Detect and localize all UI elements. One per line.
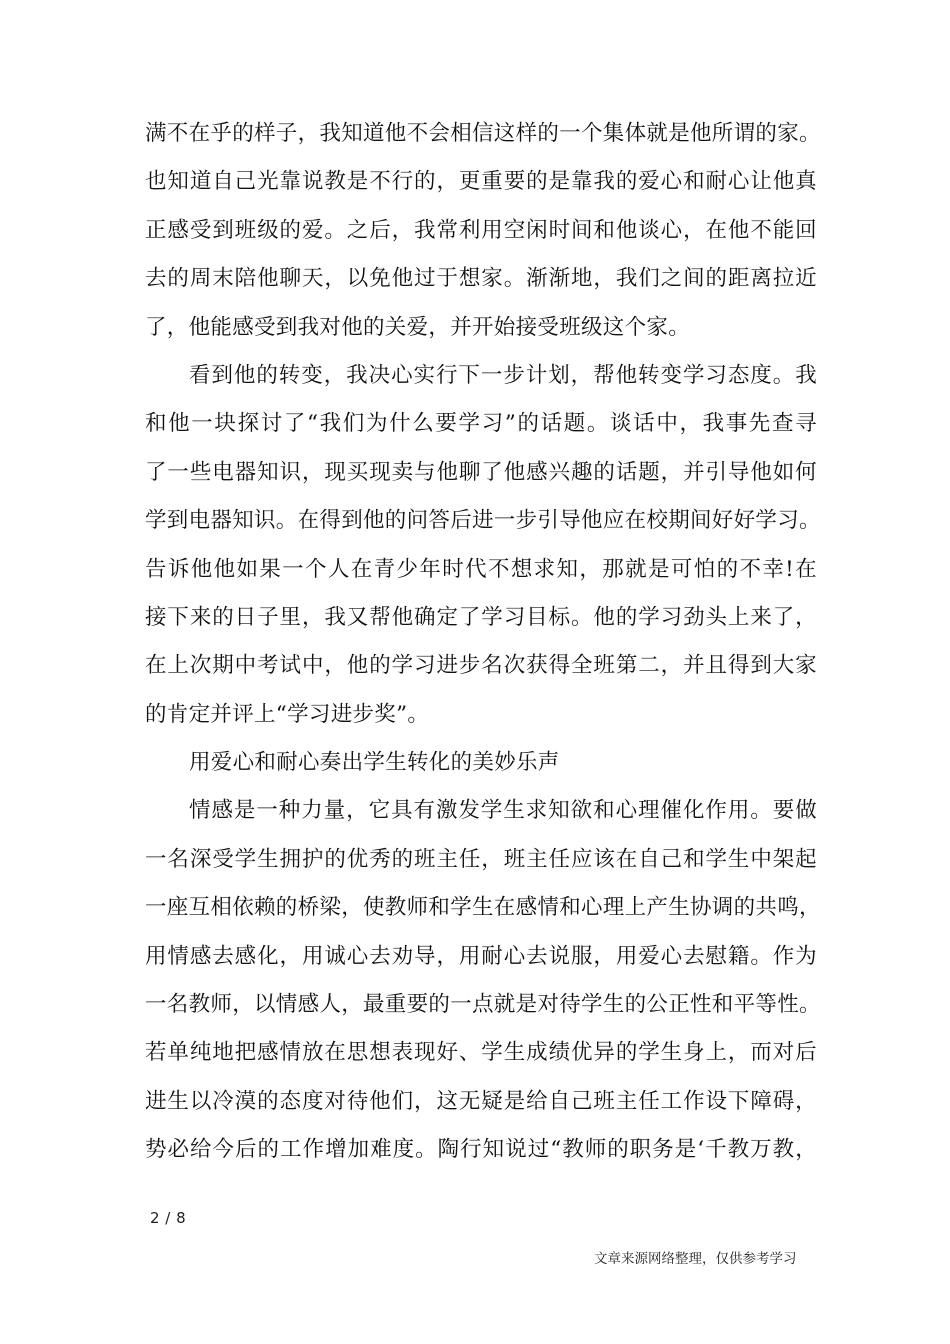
paragraph-2 <box>145 352 821 739</box>
document-body <box>145 110 821 1175</box>
footer-note: 文章来源网络整理，仅供参考学习 <box>594 1251 797 1267</box>
text-line: 也知道自己光靠说教是不行的，更重要的是靠我的爱心和耐心让他真 <box>145 169 817 195</box>
text-line: 接下来的日子里，我又帮他确定了学习目标。他的学习劲头上来了， <box>145 604 817 630</box>
page-number: 2 / 8 <box>150 1209 187 1227</box>
section-heading <box>145 739 817 787</box>
text-line: 一名深受学生拥护的优秀的班主任，班主任应该在自己和学生中架起 <box>145 846 817 872</box>
text-line: 在上次期中考试中，他的学习进步名次获得全班第二，并且得到大家 <box>145 653 817 679</box>
text-line: 了，他能感受到我对他的关爱，并开始接受班级这个家。 <box>145 314 691 340</box>
paragraph-1 <box>145 110 821 352</box>
text-line: 告诉他他如果一个人在青少年时代不想求知，那就是可怕的不幸!在 <box>145 556 817 582</box>
text-line: 去的周末陪他聊天，以免他过于想家。渐渐地，我们之间的距离拉近 <box>145 266 817 292</box>
text-line: 一座互相依赖的桥梁，使教师和学生在感情和心理上产生协调的共鸣， <box>145 895 821 921</box>
text-line: 势必给今后的工作增加难度。陶行知说过“教师的职务是‘千教万教， <box>145 1137 817 1163</box>
text-line: 正感受到班级的爱。之后，我常利用空闲时间和他谈心，在他不能回 <box>145 217 817 243</box>
text-line: 和他一块探讨了“我们为什么要学习”的话题。谈话中，我事先查寻 <box>145 411 817 437</box>
text-line: 了一些电器知识，现买现卖与他聊了他感兴趣的话题，并引导他如何 <box>145 459 817 485</box>
text-line: 看到他的转变，我决心实行下一步计划，帮他转变学习态度。我 <box>189 362 817 388</box>
text-line: 一名教师，以情感人，最重要的一点就是对待学生的公正性和平等性。 <box>145 992 821 1018</box>
text-line: 用情感去感化，用诚心去劝导，用耐心去说服，用爱心去慰籍。作为 <box>145 943 817 969</box>
text-line: 进生以冷漠的态度对待他们，这无疑是给自己班主任工作设下障碍， <box>145 1088 817 1114</box>
text-line: 满不在乎的样子，我知道他不会相信这样的一个集体就是他所谓的家。 <box>145 121 821 146</box>
text-line: 若单纯地把感情放在思想表现好、学生成绩优异的学生身上，而对后 <box>145 1040 817 1066</box>
text-line: 的肯定并评上“学习进步奖”。 <box>145 701 430 727</box>
text-line: 情感是一种力量，它具有激发学生求知欲和心理催化作用。要做 <box>189 798 817 824</box>
paragraph-4 <box>145 787 821 1174</box>
text-line: 学到电器知识。在得到他的问答后进一步引导他应在校期间好好学习。 <box>145 508 821 534</box>
section-heading-text: 用爱心和耐心奏出学生转化的美妙乐声 <box>189 750 560 776</box>
